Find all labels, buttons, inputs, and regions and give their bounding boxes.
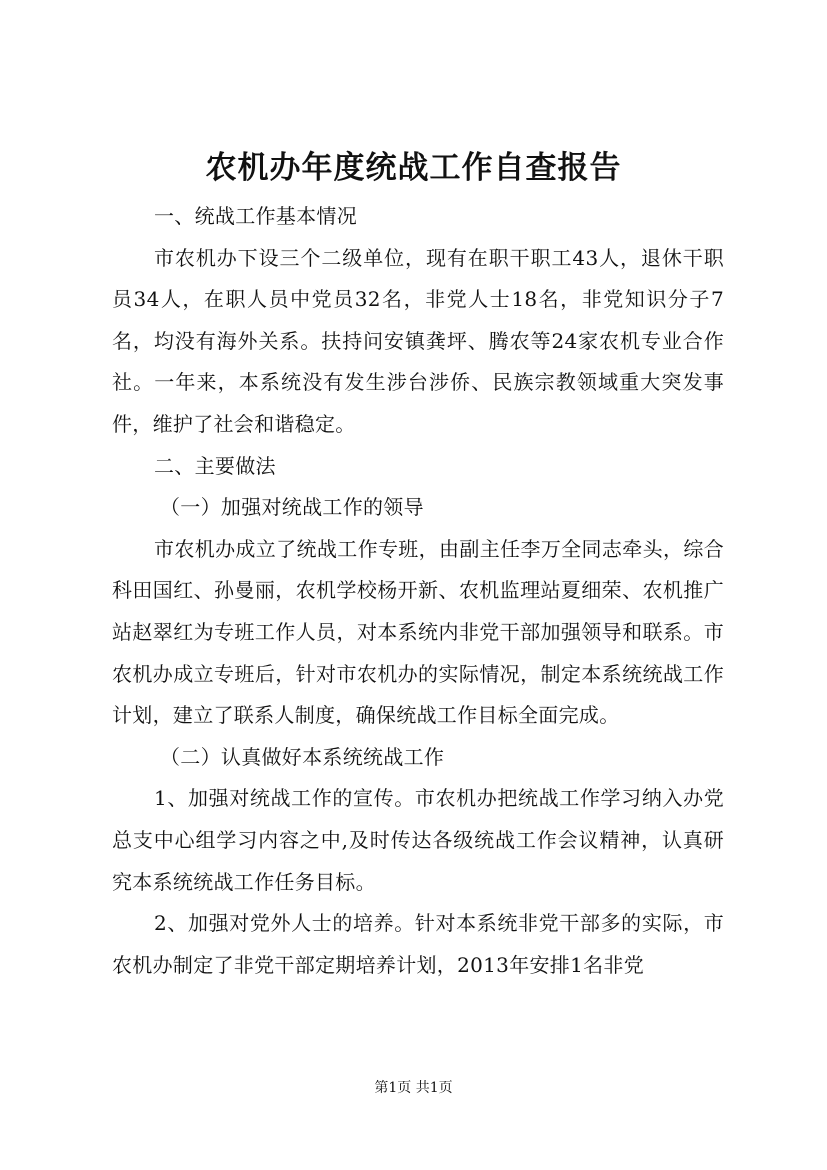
paragraph-publicity: 1、加强对统战工作的宣传。市农机办把统战工作学习纳入办党总支中心组学习内容之中,及时传达各级统战工作会议精神，认真研究本系统统战工作任务目标。 — [112, 786, 724, 894]
paragraph-leadership: 市农机办成立了统战工作专班，由副主任李万全同志牵头，综合科田国红、孙曼丽，农机学校杨开新、农机监理站夏细荣、农机推广站赵翠红为专班工作人员，对本系统内非党干部加强领导和联系。市农机办成立专班后，针对市农机办的实际情况，制定本系统统战工作计划，建立了联系人制度，确保统战工作目标全面完成。 — [112, 536, 724, 728]
page-number-footer: 第1页 共1页 — [374, 1080, 453, 1096]
section-heading-main-practices: 二、主要做法 — [154, 453, 276, 478]
subsection-heading-system-work: （二）认真做好本系统统战工作 — [160, 744, 445, 769]
section-heading-basic-situation: 一、统战工作基本情况 — [154, 204, 357, 228]
document-title: 农机办年度统战工作自查报告 — [205, 150, 622, 186]
subsection-heading-leadership: （一）加强对统战工作的领导 — [160, 495, 424, 520]
document-body — [112, 196, 724, 986]
paragraph-basic-situation: 市农机办下设三个二级单位，现有在职干职工43人，退休干职员34人，在职人员中党员32名，非党人士18名，非党知识分子7名，均没有海外关系。扶持问安镇龚坪、腾农等24家农机专业合作社。一年来，本系统没有发生涉台涉侨、民族宗教领域重大突发事件，维护了社会和谐稳定。 — [112, 245, 724, 436]
paragraph-training: 2、加强对党外人士的培养。针对本系统非党干部多的实际，市农机办制定了非党干部定期培养计划，2013年安排1名非党 — [112, 911, 724, 977]
